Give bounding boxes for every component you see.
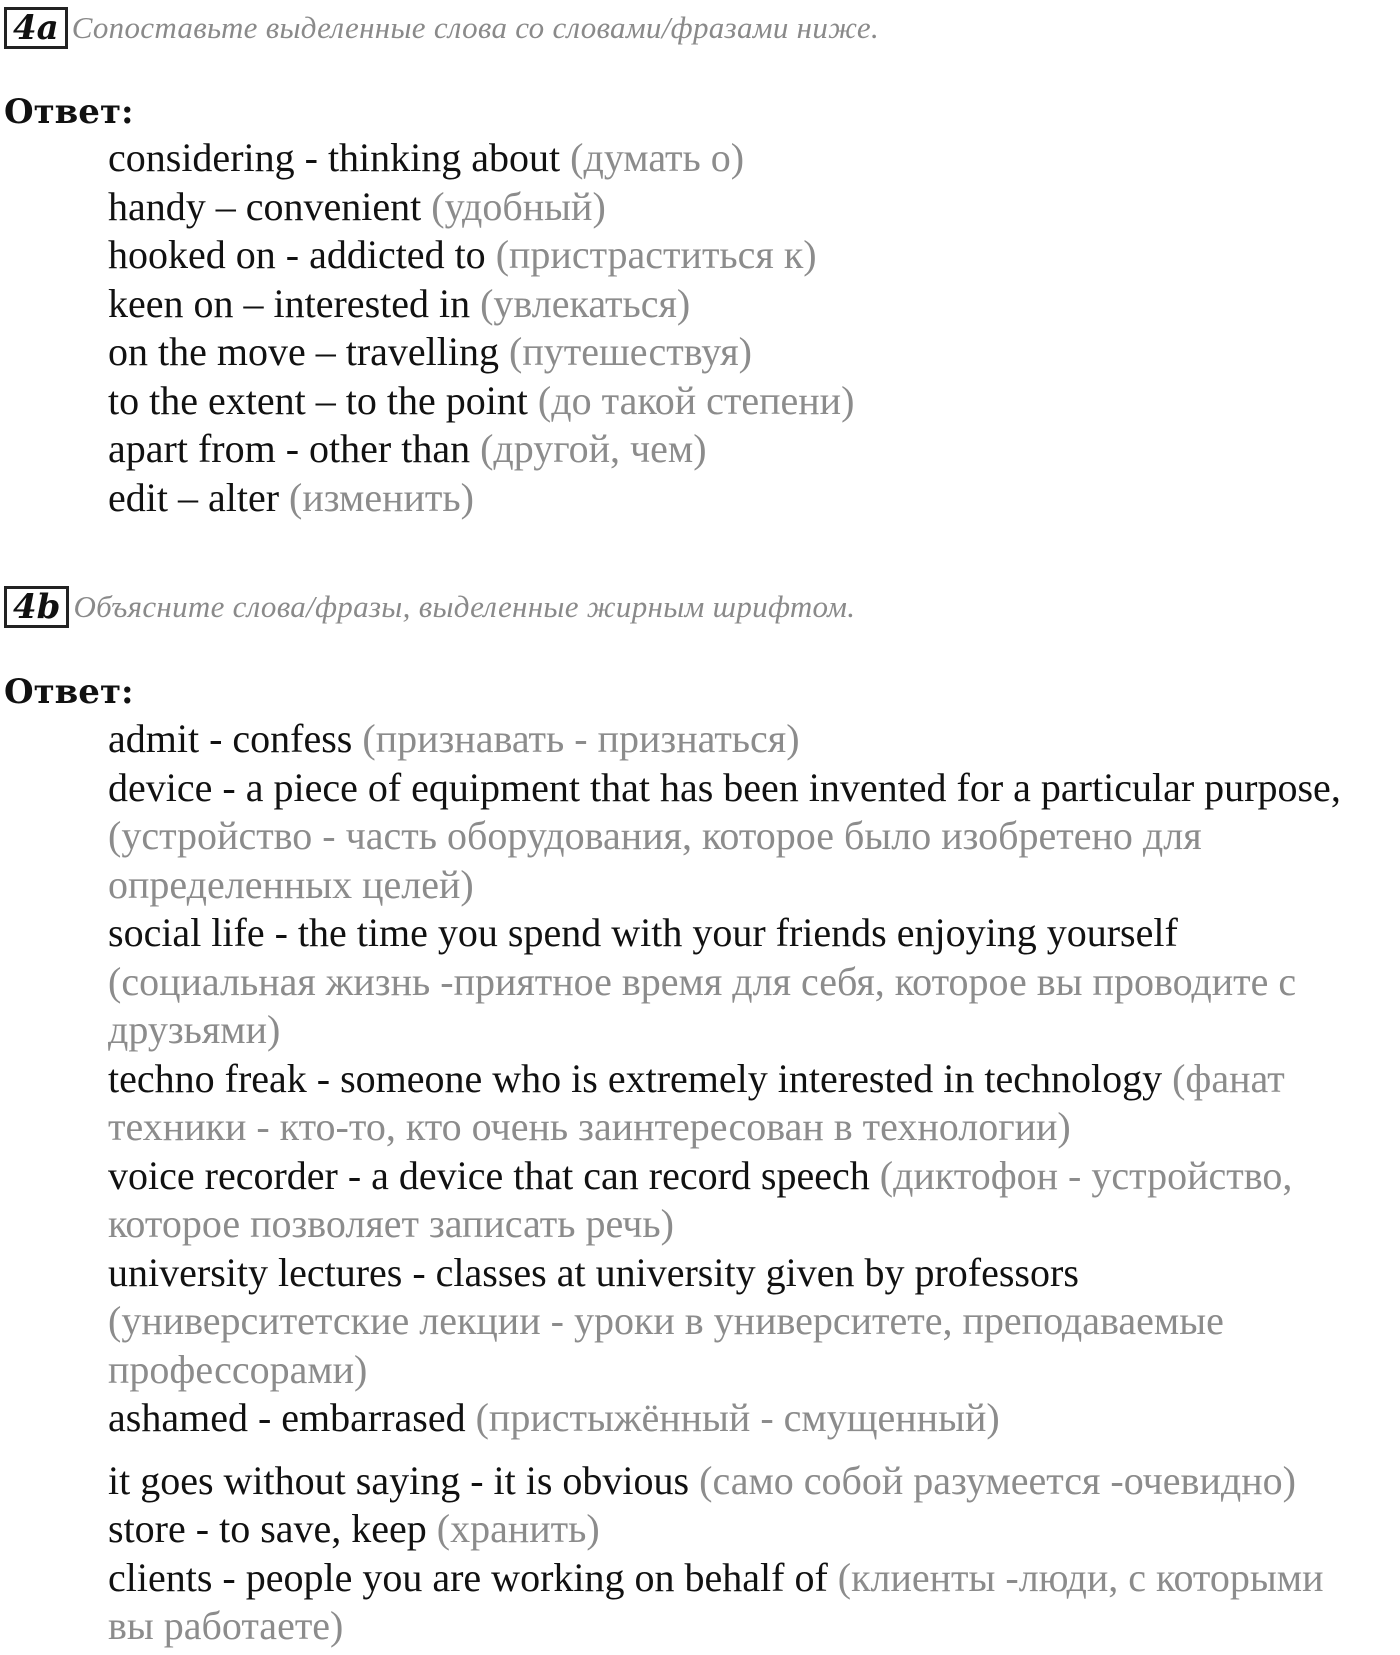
answer-line [108, 425, 1398, 474]
russian-translation: вы работаете) [108, 1603, 344, 1648]
answer-line [108, 183, 1398, 232]
english-text: considering - thinking about [108, 135, 561, 180]
answer-line [108, 1554, 1398, 1603]
english-text: handy – convenient [108, 183, 422, 229]
answer-line [108, 1602, 1398, 1651]
english-text: on the move – travelling [108, 329, 500, 374]
answer-line [108, 1394, 1398, 1443]
task-4b-header [4, 586, 855, 628]
task-instruction-4a: Сопоставьте выделенные слова со словами/фразами ниже. [71, 10, 879, 45]
russian-translation: (фанат [1172, 1055, 1285, 1101]
russian-translation: (до такой степени) [537, 377, 855, 423]
english-text: clients - people you are working on behalf of [108, 1554, 828, 1600]
answer-line [108, 1505, 1398, 1554]
russian-translation: (устройство - часть оборудования, которое было изобретено для [108, 813, 1202, 858]
task-4a-header [4, 7, 879, 49]
russian-translation: (увлекаться) [480, 280, 691, 326]
answer-line [108, 812, 1398, 861]
english-text: edit – alter [108, 474, 280, 520]
answer-line [108, 764, 1398, 813]
answer-line [108, 280, 1398, 329]
russian-translation: (изменить) [289, 474, 474, 520]
answer-line [108, 1346, 1398, 1395]
russian-translation: (думать о) [570, 135, 745, 180]
english-text: techno freak - someone who is extremely interested in technology [108, 1055, 1163, 1101]
english-text: keen on – interested in [108, 280, 471, 326]
english-text: store - to save, keep [108, 1506, 427, 1551]
answer-line [108, 134, 1398, 183]
answer-line [108, 861, 1398, 910]
answer-label-4a: Ответ: [4, 92, 134, 132]
english-text: voice recorder - a device that can record speech [108, 1152, 870, 1198]
russian-translation: (социальная жизнь -приятное время для себя, которое вы проводите с [108, 958, 1297, 1004]
russian-translation: (само собой разумеется -очевидно) [699, 1457, 1296, 1503]
russian-translation: (пристраститься к) [495, 232, 817, 277]
answer-line [108, 1006, 1398, 1055]
answer-line [108, 1200, 1398, 1249]
english-text: university lectures - classes at university given by professors [108, 1249, 1079, 1295]
russian-translation: (хранить) [436, 1506, 600, 1551]
task-number-4b: 4b [4, 586, 69, 628]
russian-translation: (другой, чем) [480, 426, 707, 471]
answer-line [108, 715, 1398, 764]
answer-line [108, 1103, 1398, 1152]
answers-4a [108, 134, 1398, 522]
russian-translation: (диктофон - устройство, [879, 1152, 1293, 1198]
answer-line [108, 328, 1398, 377]
russian-translation: (университетские лекции - уроки в университете, преподаваемые [108, 1298, 1224, 1343]
russian-translation: определенных целей) [108, 861, 474, 907]
task-number-4a: 4a [4, 7, 68, 49]
russian-translation: (клиенты -люди, с которыми [837, 1554, 1324, 1600]
answer-line [108, 1297, 1398, 1346]
answers-4b [108, 715, 1398, 1651]
answer-line [108, 377, 1398, 426]
russian-translation: техники - кто-то, кто очень заинтересован в технологии) [108, 1104, 1071, 1149]
answer-line [108, 231, 1398, 280]
english-text: ashamed - embarrased [108, 1395, 466, 1440]
russian-translation: профессорами) [108, 1346, 368, 1392]
answer-line [108, 1152, 1398, 1201]
english-text: device - a piece of equipment that has been invented for a particular purpose, [108, 764, 1341, 810]
answer-line [108, 1055, 1398, 1104]
answer-line [108, 909, 1398, 958]
russian-translation: друзьями) [108, 1007, 281, 1052]
english-text: hooked on - addicted to [108, 232, 486, 277]
answer-line [108, 1457, 1398, 1506]
russian-translation: (удобный) [431, 183, 606, 229]
english-text: social life - the time you spend with your friends enjoying yourself [108, 910, 1178, 955]
english-text: it goes without saying - it is obvious [108, 1457, 690, 1503]
russian-translation: (путешествуя) [509, 329, 753, 374]
english-text: admit - confess [108, 716, 353, 761]
answer-line [108, 1249, 1398, 1298]
answer-line [108, 474, 1398, 523]
russian-translation: которое позволяет записать речь) [108, 1201, 674, 1246]
answer-line [108, 958, 1398, 1007]
english-text: to the extent – to the point [108, 377, 528, 423]
russian-translation: (пристыжённый - смущенный) [475, 1395, 1000, 1440]
english-text: apart from - other than [108, 426, 471, 471]
answer-label-4b: Ответ: [4, 672, 134, 712]
russian-translation: (признавать - признаться) [362, 716, 800, 761]
task-instruction-4b: Объясните слова/фразы, выделенные жирным шрифтом. [73, 589, 856, 624]
